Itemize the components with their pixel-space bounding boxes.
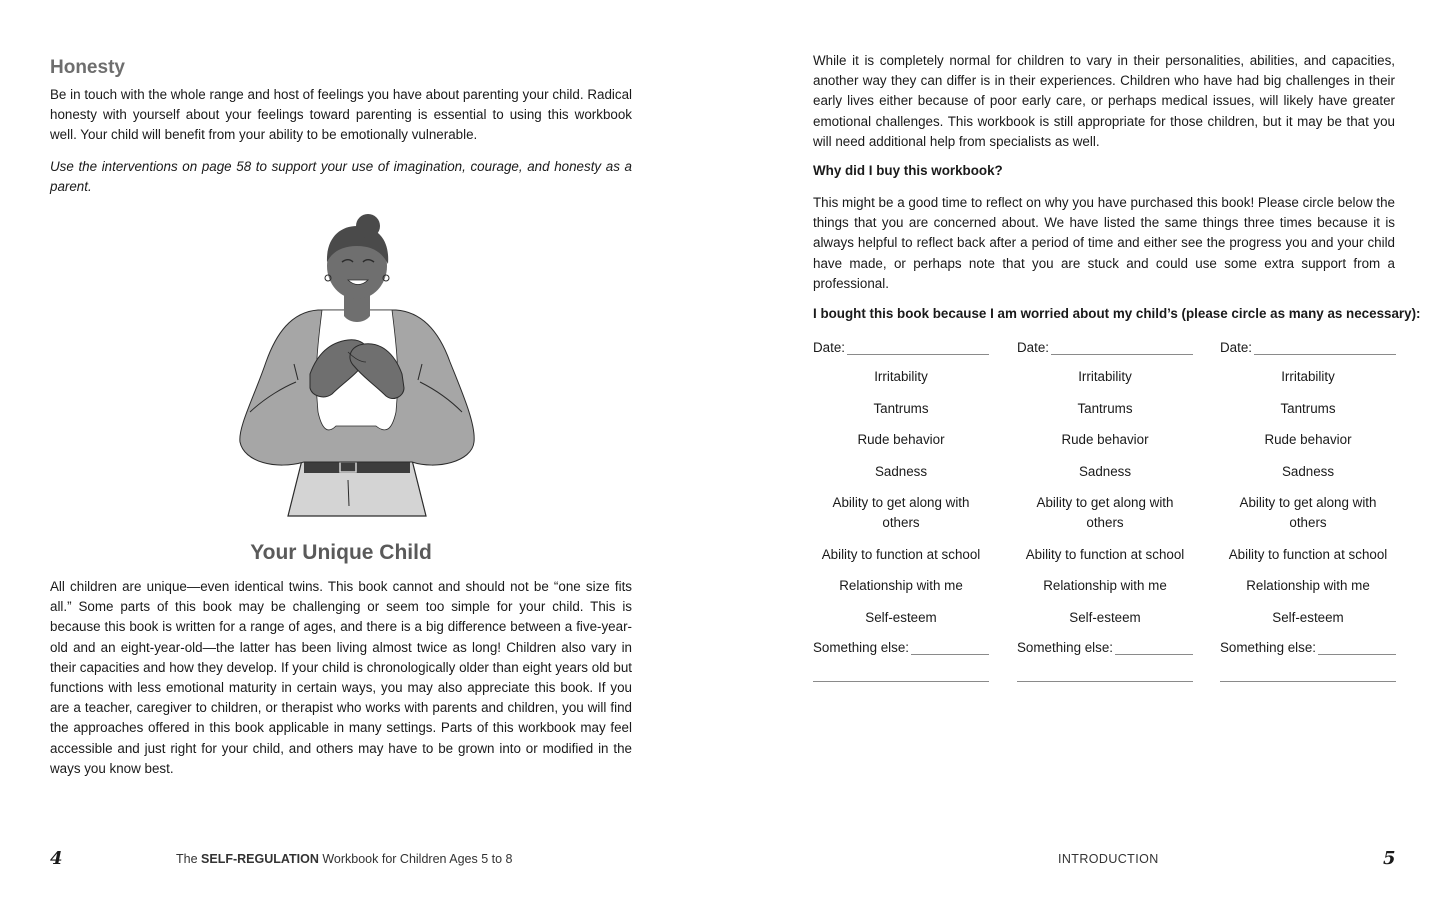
something-else-field[interactable] (1017, 637, 1193, 655)
page-number-right: 5 (1383, 848, 1396, 869)
concern-item[interactable]: Irritability (1078, 369, 1132, 384)
concern-item[interactable]: Rude behavior (857, 432, 945, 447)
concern-item[interactable]: Relationship with me (839, 578, 963, 593)
unique-child-heading: Your Unique Child (250, 541, 432, 564)
honesty-heading: Honesty (50, 57, 125, 78)
something-else-line[interactable] (1318, 640, 1396, 655)
concern-item[interactable]: Sadness (874, 463, 928, 479)
date-label: Date: (813, 340, 846, 355)
concern-item[interactable]: Ability to function at school (821, 546, 981, 562)
date-line[interactable] (1051, 340, 1193, 355)
concern-item[interactable]: Ability to function at school (1025, 546, 1185, 562)
concern-item[interactable]: Irritability (1281, 369, 1335, 384)
concern-item[interactable]: Tantrums (1280, 400, 1336, 416)
concern-item[interactable]: Ability to function at school (1228, 546, 1388, 562)
extra-answer-line[interactable] (813, 680, 989, 682)
something-else-field[interactable] (813, 637, 989, 655)
date-field[interactable] (1017, 337, 1193, 355)
why-heading: Why did I buy this workbook? (813, 163, 1003, 178)
footer-book-title (176, 852, 513, 866)
concern-item[interactable]: Relationship with me (1043, 578, 1167, 593)
footer-section-title: INTRODUCTION (1058, 852, 1159, 866)
footer-title-rest: Workbook for Children Ages 5 to 8 (322, 852, 513, 866)
reflect-paragraph: This might be a good time to reflect on why you have purchased this book! Please circle below the things that you are concerned about. We have listed the same things three times because it is always helpful to reflect back after a period of time and either see the progress you and your child have made, or perhaps note that you are stuck and could use some extra support from a professional. (813, 195, 1395, 291)
concern-column-1 (813, 337, 989, 682)
intro-paragraph: While it is completely normal for children to vary in their personalities, abilities, and capacities, another way they can differ is in their experiences. Children who have had big challenges in their early lives either because of poor early care, or perhaps medical issues, will likely have greater emotional challenges. This workbook is still appropriate for those children, but it may be that you will need additional help from specialists as well. (813, 53, 1395, 149)
extra-answer-line[interactable] (1017, 680, 1193, 682)
concern-item[interactable]: Irritability (874, 369, 928, 384)
concern-item[interactable]: Sadness (1078, 463, 1132, 479)
concern-item[interactable]: Self-esteem (1272, 609, 1344, 625)
date-line[interactable] (1254, 340, 1396, 355)
concern-list (1220, 367, 1396, 628)
something-else-line[interactable] (911, 640, 989, 655)
concern-item[interactable]: Sadness (1281, 463, 1335, 479)
date-label: Date: (1017, 340, 1050, 355)
something-else-label: Something else: (813, 640, 910, 655)
concern-item[interactable]: Tantrums (873, 400, 929, 416)
date-label: Date: (1220, 340, 1253, 355)
concern-column-2 (1017, 337, 1193, 682)
concern-item[interactable]: Rude behavior (1264, 432, 1352, 447)
honesty-paragraph: Be in touch with the whole range and host of feelings you have about parenting your child. Radical honesty with yourself about your feelings toward parenting is essential to using this workbook well. Your child will benefit from your ability to be emotionally vulnerable. (50, 87, 632, 143)
something-else-label: Something else: (1220, 640, 1317, 655)
something-else-line[interactable] (1115, 640, 1193, 655)
concern-list (813, 367, 989, 628)
concern-column-3 (1220, 337, 1396, 682)
something-else-field[interactable] (1220, 637, 1396, 655)
woman-hands-on-heart-illustration (236, 212, 476, 518)
left-page (0, 0, 722, 902)
interventions-note: Use the interventions on page 58 to support your use of imagination, courage, and honesty as a parent. (50, 159, 632, 195)
unique-child-paragraph: All children are unique—even identical twins. This book cannot and should not be “one size fits all.” Some parts of this book may be challenging or seem too simple for your child. This is because this book is written for a range of ages, and there is a big difference between a five-year-old and an eight-year-old—the latter has been living almost twice as long! Children also vary in their capacities and how they develop. If your child is chronologically older than eight years old but functions with less emotional maturity in certain ways, you may also appreciate this book. If you are a teacher, caregiver to children, or therapist who works with parents and children, you will find the approaches offered in this book applicable in many settings. Parts of this workbook may feel accessible and just right for your child, and others may have to be grown into or modified in the ways you know best. (50, 579, 632, 776)
concern-item[interactable]: Ability to get along with others (1036, 495, 1174, 530)
footer-title-prefix: The (176, 852, 198, 866)
something-else-label: Something else: (1017, 640, 1114, 655)
concern-item[interactable]: Rude behavior (1061, 432, 1149, 447)
concern-item[interactable]: Ability to get along with others (1239, 495, 1377, 530)
concern-item[interactable]: Ability to get along with others (832, 495, 970, 530)
date-field[interactable] (1220, 337, 1396, 355)
date-line[interactable] (847, 340, 989, 355)
footer-title-bold: SELF-REGULATION (201, 852, 319, 866)
concern-item[interactable]: Tantrums (1077, 400, 1133, 416)
date-field[interactable] (813, 337, 989, 355)
concern-list (1017, 367, 1193, 628)
right-page (722, 0, 1445, 902)
page-number-left: 4 (50, 848, 63, 869)
worried-heading: I bought this book because I am worried about my child’s (please circle as many as necessary): (813, 306, 1421, 321)
concern-item[interactable]: Self-esteem (865, 609, 937, 625)
extra-answer-line[interactable] (1220, 680, 1396, 682)
concern-item[interactable]: Self-esteem (1069, 609, 1141, 625)
concern-item[interactable]: Relationship with me (1246, 578, 1370, 593)
